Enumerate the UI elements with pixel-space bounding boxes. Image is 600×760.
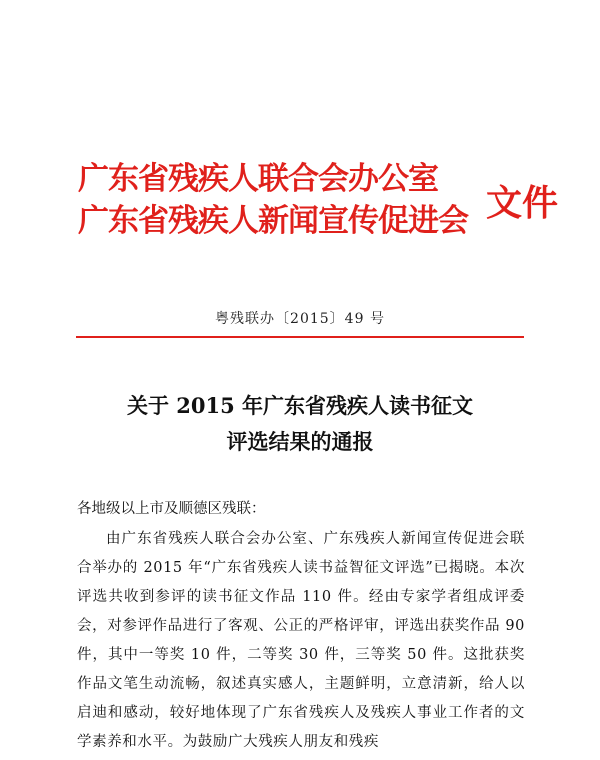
- body-paragraph: 由广东省残疾人联合会办公室、广东残疾人新闻宣传促进会联合举办的 2015 年“广东省残疾人读书益智征文评选”已揭晓。本次评选共收到参评的读书征文作品 110 件。经由专家学者组成评委会，对参评作品进行了客观、公正的严格评审，评选出获奖作品 90 件，其中一等奖 10 件，二等奖 30 件，三等奖 50 件。这批获奖作品文笔生动流畅，叙述真实感人，主题鲜明，立意清新，给人以启迪和感动，较好地体现了广东省残疾人及残疾人事业工作者的文学素养和水平。为鼓励广大残疾人朋友和残疾: [77, 531, 525, 750]
- document-type-label: 文件: [486, 181, 559, 224]
- document-header: [78, 158, 558, 242]
- red-divider: [76, 336, 524, 338]
- document-title-line-2: 评选结果的通报: [226, 429, 374, 454]
- issuer-name-1: 广东省残疾人联合会办公室: [78, 161, 438, 197]
- issuer-name-2: 广东省残疾人新闻宣传促进会: [78, 203, 468, 239]
- issuer-block: [78, 158, 468, 242]
- salutation: 各地级以上市及顺德区残联：: [77, 501, 266, 517]
- document-title-line-1: 关于 2015 年广东省残疾人读书征文: [126, 393, 474, 418]
- document-number: 粤残联办〔2015〕49 号: [215, 311, 385, 327]
